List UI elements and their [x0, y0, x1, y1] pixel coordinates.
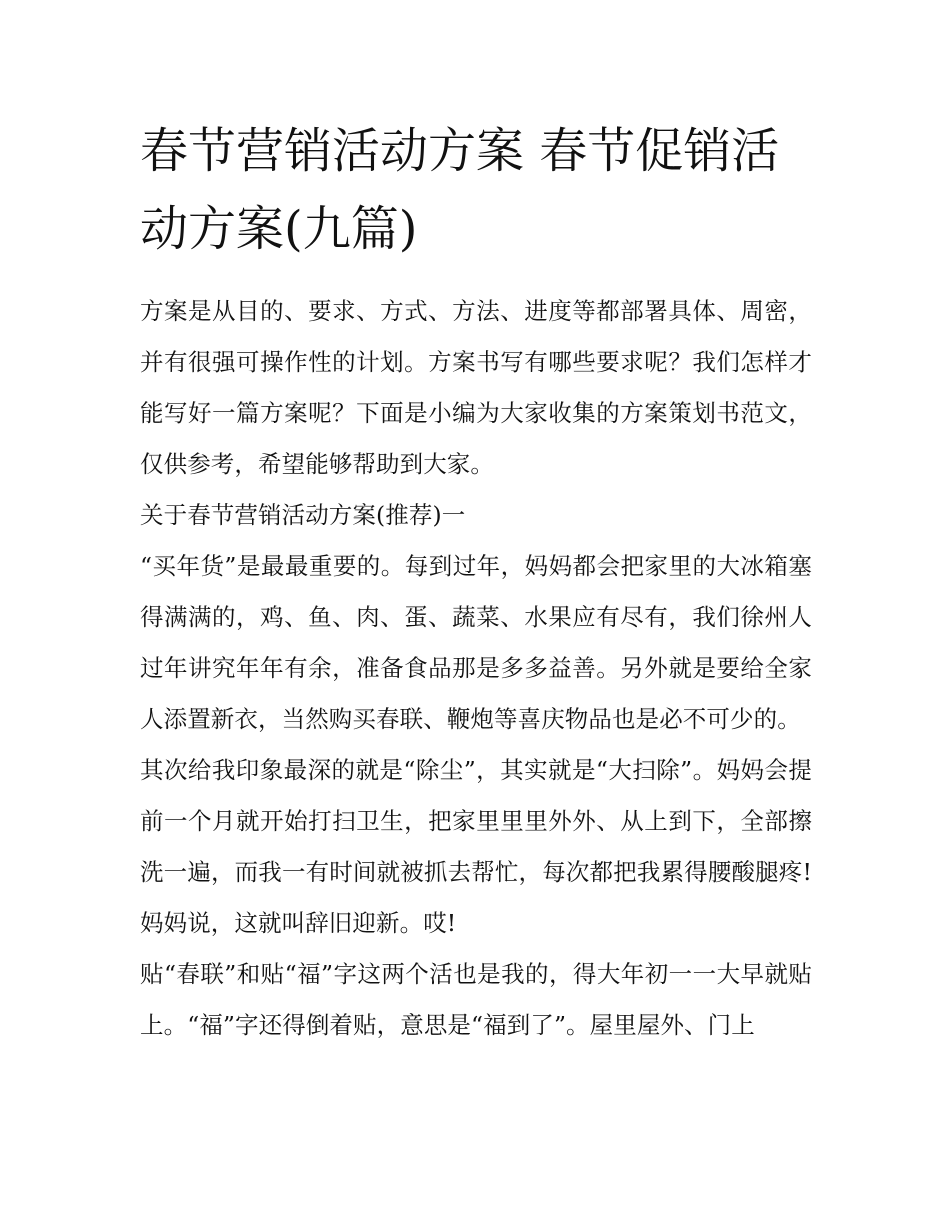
- section-heading: 关于春节营销活动方案(推荐)一: [140, 501, 466, 529]
- document-body: [140, 112, 812, 1051]
- paragraph-new-year-shopping: “买年货”是最最重要的。每到过年，妈妈都会把家里的大冰箱塞得满满的，鸡、鱼、肉、蛋、蔬菜、水果应有尽有，我们徐州人过年讲究年年有余，准备食品那是多多益善。另外就是要给全家人添置新衣，当然购买春联、鞭炮等喜庆物品也是必不可少的。: [140, 552, 812, 733]
- intro-paragraph: 方案是从目的、要求、方式、方法、进度等都部署具体、周密，并有很强可操作性的计划。方案书写有哪些要求呢？我们怎样才能写好一篇方案呢？下面是小编为大家收集的方案策划书范文，仅供参考，希望能够帮助到大家。: [140, 297, 812, 478]
- document-title: 春节营销活动方案 春节促销活动方案(九篇): [140, 123, 780, 257]
- paragraph-cleaning: 其次给我印象最深的就是“除尘”，其实就是“大扫除”。妈妈会提前一个月就开始打扫卫生，把家里里里外外、从上到下，全部擦洗一遍，而我一有时间就被抓去帮忙，每次都把我累得腰酸腿疼!妈妈说，这就叫辞旧迎新。哎!: [140, 756, 812, 937]
- paragraph-couplets: 贴“春联”和贴“福”字这两个活也是我的，得大年初一一大早就贴上。“福”字还得倒着贴，意思是“福到了”。屋里屋外、门上: [140, 960, 812, 1039]
